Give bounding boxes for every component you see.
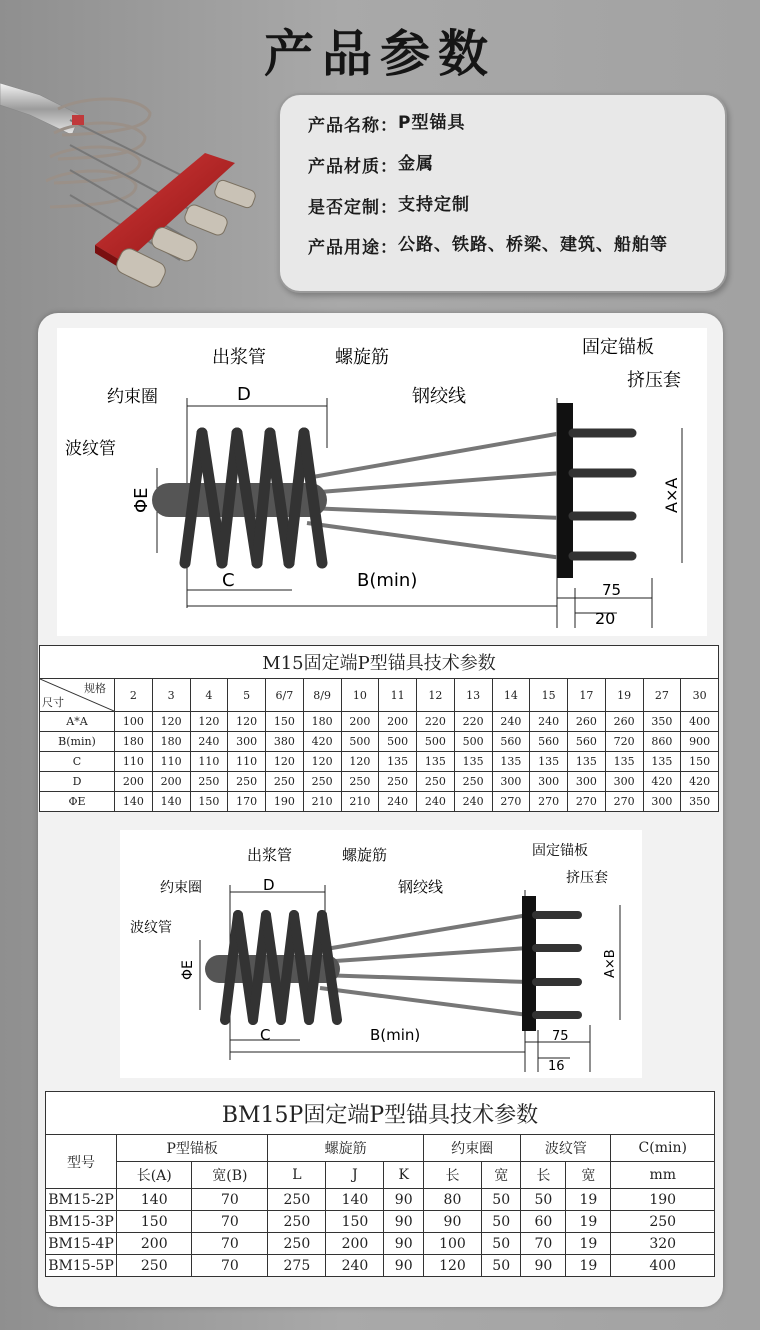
table-row	[46, 1255, 715, 1277]
label-gudingmaoban: 固定锚板	[532, 843, 588, 859]
table-cell: 150	[190, 792, 228, 812]
header-model: 型号	[46, 1135, 117, 1189]
table-cell: 200	[152, 772, 190, 792]
col-header: 30	[681, 679, 719, 712]
table-cell: 135	[605, 752, 643, 772]
table-caption: M15固定端P型锚具技术参数	[40, 646, 719, 679]
table-cell: 50	[481, 1189, 520, 1211]
table-cell: 500	[379, 732, 417, 752]
table-cell: 900	[681, 732, 719, 752]
label-d: D	[237, 384, 251, 405]
label-chujiangguan: 出浆管	[247, 846, 293, 864]
col-header: 27	[643, 679, 681, 712]
table-cell: 420	[303, 732, 341, 752]
label-yueshuquan: 约束圈	[160, 880, 202, 896]
label-axa: A×A	[662, 477, 681, 513]
subheader-cell: 宽(B)	[192, 1162, 268, 1189]
table-cell: 240	[492, 712, 530, 732]
table-cell: 500	[454, 732, 492, 752]
table-cell: 150	[117, 1211, 192, 1233]
table-cell: 300	[228, 732, 266, 752]
info-label: 产品名称：	[308, 116, 398, 136]
info-value: 公路、铁路、桥梁、建筑、船舶等	[398, 235, 668, 255]
corner-label-size: 尺寸	[42, 696, 64, 709]
table-cell: 250	[611, 1211, 715, 1233]
row-label: A*A	[40, 712, 115, 732]
table-cell: 200	[326, 1233, 384, 1255]
col-header: 2	[115, 679, 153, 712]
table-cell: 90	[521, 1255, 566, 1277]
table-cell: 400	[611, 1255, 715, 1277]
col-header: 12	[417, 679, 455, 712]
table-cell: 70	[192, 1189, 268, 1211]
col-header: 17	[568, 679, 606, 712]
table-cell: 275	[268, 1255, 326, 1277]
table-cell: 50	[481, 1255, 520, 1277]
table-cell: 170	[228, 792, 266, 812]
table-cell: 190	[266, 792, 304, 812]
table-cell: 560	[530, 732, 568, 752]
table-cell: 135	[643, 752, 681, 772]
table-cell: 240	[190, 732, 228, 752]
row-label: D	[40, 772, 115, 792]
row-model: BM15-5P	[46, 1255, 117, 1277]
table-cell: 140	[152, 792, 190, 812]
info-label: 产品材质：	[308, 157, 398, 177]
table-cell: 320	[611, 1233, 715, 1255]
table-cell: 110	[190, 752, 228, 772]
table-header-row	[40, 679, 719, 712]
table-cell: 250	[417, 772, 455, 792]
table-cell: 350	[643, 712, 681, 732]
table-cell: 250	[268, 1189, 326, 1211]
row-model: BM15-2P	[46, 1189, 117, 1211]
table-cell: 250	[228, 772, 266, 792]
table-cell: 270	[492, 792, 530, 812]
table-cell: 135	[379, 752, 417, 772]
table-row	[46, 1211, 715, 1233]
col-header: 19	[605, 679, 643, 712]
table-cell: 240	[379, 792, 417, 812]
label-phi-e: ΦE	[180, 960, 196, 980]
table-cell: 250	[454, 772, 492, 792]
table-cell: 180	[152, 732, 190, 752]
table-cell: 150	[326, 1211, 384, 1233]
table-cell: 120	[423, 1255, 481, 1277]
table-cell: 250	[190, 772, 228, 792]
table-cell: 420	[681, 772, 719, 792]
col-header: 10	[341, 679, 379, 712]
label-b-min: B(min)	[370, 1026, 421, 1044]
header-duct: 波纹管	[521, 1135, 611, 1162]
subheader-cell: K	[384, 1162, 423, 1189]
table-cell: 560	[568, 732, 606, 752]
table-cell: 135	[568, 752, 606, 772]
label-yueshuquan: 约束圈	[107, 387, 158, 407]
subheader-cell: J	[326, 1162, 384, 1189]
table-cell: 120	[152, 712, 190, 732]
label-jiyatao: 挤压套	[566, 870, 608, 886]
table-cell: 90	[423, 1211, 481, 1233]
label-phi-e: ΦE	[131, 487, 152, 513]
table-cell: 250	[117, 1255, 192, 1277]
table-cell: 180	[115, 732, 153, 752]
table-cell: 70	[192, 1255, 268, 1277]
col-header: 4	[190, 679, 228, 712]
table-cell: 250	[268, 1233, 326, 1255]
table-row	[40, 792, 719, 812]
table-row	[40, 752, 719, 772]
subheader-cell: 宽	[566, 1162, 611, 1189]
table-cell: 100	[423, 1233, 481, 1255]
table-cell: 240	[530, 712, 568, 732]
table-cell: 500	[341, 732, 379, 752]
info-row-usage	[308, 233, 688, 258]
table-cell: 140	[115, 792, 153, 812]
table-cell: 90	[384, 1255, 423, 1277]
label-16: 16	[548, 1059, 565, 1074]
row-model: BM15-3P	[46, 1211, 117, 1233]
info-label: 产品用途：	[308, 238, 398, 258]
label-luoxuanjin: 螺旋筋	[342, 846, 388, 864]
anchor-diagram-2	[120, 830, 642, 1078]
header-c-min: C(min)	[611, 1135, 715, 1162]
table-cell: 380	[266, 732, 304, 752]
header-ring: 约束圈	[423, 1135, 521, 1162]
table-cell: 400	[681, 712, 719, 732]
table-cell: 720	[605, 732, 643, 752]
table-cell: 50	[481, 1233, 520, 1255]
info-label: 是否定制：	[308, 198, 398, 218]
table-cell: 300	[492, 772, 530, 792]
row-label: B(min)	[40, 732, 115, 752]
table-cell: 70	[192, 1211, 268, 1233]
row-model: BM15-4P	[46, 1233, 117, 1255]
table-cell: 110	[228, 752, 266, 772]
label-axb: A×B	[603, 949, 618, 978]
table-cell: 250	[303, 772, 341, 792]
table-cell: 180	[303, 712, 341, 732]
table-cell: 120	[190, 712, 228, 732]
info-value: 金属	[398, 154, 434, 174]
table-cell: 70	[192, 1233, 268, 1255]
label-c: C	[222, 570, 235, 591]
table-subheader-row	[46, 1162, 715, 1189]
subheader-cell: 长	[521, 1162, 566, 1189]
table-cell: 150	[266, 712, 304, 732]
table-bm15p-specs	[45, 1091, 715, 1277]
table-cell: 19	[566, 1233, 611, 1255]
col-header: 8/9	[303, 679, 341, 712]
col-header: 14	[492, 679, 530, 712]
table-cell: 19	[566, 1189, 611, 1211]
table-cell: 100	[115, 712, 153, 732]
col-header: 6/7	[266, 679, 304, 712]
col-header: 3	[152, 679, 190, 712]
table-cell: 250	[379, 772, 417, 792]
table-cell: 110	[115, 752, 153, 772]
table-cell: 260	[605, 712, 643, 732]
header-plate: P型锚板	[117, 1135, 268, 1162]
table-cell: 500	[417, 732, 455, 752]
subheader-cell: 长(A)	[117, 1162, 192, 1189]
col-header: 13	[454, 679, 492, 712]
label-75: 75	[552, 1029, 569, 1044]
table-cell: 60	[521, 1211, 566, 1233]
product-image	[0, 75, 285, 305]
table-cell: 250	[268, 1211, 326, 1233]
table-cell: 110	[152, 752, 190, 772]
table-cell: 200	[379, 712, 417, 732]
table-cell: 420	[643, 772, 681, 792]
info-value: P型锚具	[398, 113, 466, 133]
subheader-cell: L	[268, 1162, 326, 1189]
table-cell: 860	[643, 732, 681, 752]
table-cell: 240	[454, 792, 492, 812]
table-cell: 350	[681, 792, 719, 812]
table-cell: 140	[326, 1189, 384, 1211]
col-header: 15	[530, 679, 568, 712]
table-cell: 135	[454, 752, 492, 772]
col-header: 11	[379, 679, 417, 712]
subheader-cell: 长	[423, 1162, 481, 1189]
table-cell: 300	[568, 772, 606, 792]
table-cell: 190	[611, 1189, 715, 1211]
table-caption: BM15P固定端P型锚具技术参数	[46, 1092, 715, 1135]
table-cell: 560	[492, 732, 530, 752]
table-cell: 300	[643, 792, 681, 812]
corner-label-spec: 规格	[84, 682, 106, 695]
label-jiyatao: 挤压套	[627, 370, 681, 391]
label-d: D	[263, 876, 275, 894]
info-value: 支持定制	[398, 195, 470, 215]
subheader-cell: 宽	[481, 1162, 520, 1189]
info-row-material	[308, 152, 698, 177]
table-header-row	[46, 1135, 715, 1162]
page-title: 产品参数	[264, 25, 496, 83]
table-cell: 135	[492, 752, 530, 772]
table-cell: 140	[117, 1189, 192, 1211]
corner-cell	[40, 679, 115, 712]
table-cell: 135	[530, 752, 568, 772]
table-cell: 150	[681, 752, 719, 772]
table-cell: 220	[417, 712, 455, 732]
table-cell: 120	[266, 752, 304, 772]
label-c: C	[260, 1026, 271, 1044]
table-cell: 120	[341, 752, 379, 772]
label-gangjiaoxian: 钢绞线	[412, 386, 466, 407]
table-cell: 200	[115, 772, 153, 792]
table-cell: 19	[566, 1255, 611, 1277]
label-bowenguan: 波纹管	[65, 439, 116, 459]
table-cell: 270	[605, 792, 643, 812]
header-spiral: 螺旋筋	[268, 1135, 424, 1162]
col-header: 5	[228, 679, 266, 712]
info-row-custom	[308, 193, 698, 218]
table-row	[40, 772, 719, 792]
label-gudingmaoban: 固定锚板	[582, 337, 654, 358]
table-cell: 135	[417, 752, 455, 772]
table-cell: 90	[384, 1189, 423, 1211]
table-cell: 240	[417, 792, 455, 812]
table-m15-specs	[39, 645, 719, 812]
table-cell: 300	[605, 772, 643, 792]
label-gangjiaoxian: 钢绞线	[398, 878, 444, 896]
table-cell: 210	[341, 792, 379, 812]
label-bowenguan: 波纹管	[130, 920, 172, 936]
label-75: 75	[602, 581, 622, 599]
label-b-min: B(min)	[357, 570, 418, 591]
label-luoxuanjin: 螺旋筋	[335, 347, 389, 368]
table-cell: 210	[303, 792, 341, 812]
table-cell: 270	[530, 792, 568, 812]
label-chujiangguan: 出浆管	[212, 347, 266, 368]
anchor-diagram-1	[57, 328, 707, 636]
table-cell: 19	[566, 1211, 611, 1233]
table-cell: 80	[423, 1189, 481, 1211]
subheader-cell: mm	[611, 1162, 715, 1189]
table-cell: 50	[521, 1189, 566, 1211]
table-cell: 200	[341, 712, 379, 732]
table-cell: 250	[266, 772, 304, 792]
row-label: C	[40, 752, 115, 772]
table-cell: 200	[117, 1233, 192, 1255]
table-row	[40, 712, 719, 732]
table-cell: 240	[326, 1255, 384, 1277]
row-label: ΦE	[40, 792, 115, 812]
table-cell: 300	[530, 772, 568, 792]
table-cell: 120	[303, 752, 341, 772]
table-cell: 260	[568, 712, 606, 732]
label-20: 20	[595, 609, 616, 628]
table-cell: 90	[384, 1211, 423, 1233]
table-cell: 270	[568, 792, 606, 812]
product-info-box	[278, 93, 727, 293]
table-cell: 120	[228, 712, 266, 732]
table-cell: 50	[481, 1211, 520, 1233]
table-cell: 250	[341, 772, 379, 792]
table-cell: 220	[454, 712, 492, 732]
table-row	[46, 1189, 715, 1211]
table-row	[40, 732, 719, 752]
table-row	[46, 1233, 715, 1255]
info-row-name	[308, 111, 698, 136]
table-cell: 90	[384, 1233, 423, 1255]
table-cell: 70	[521, 1233, 566, 1255]
